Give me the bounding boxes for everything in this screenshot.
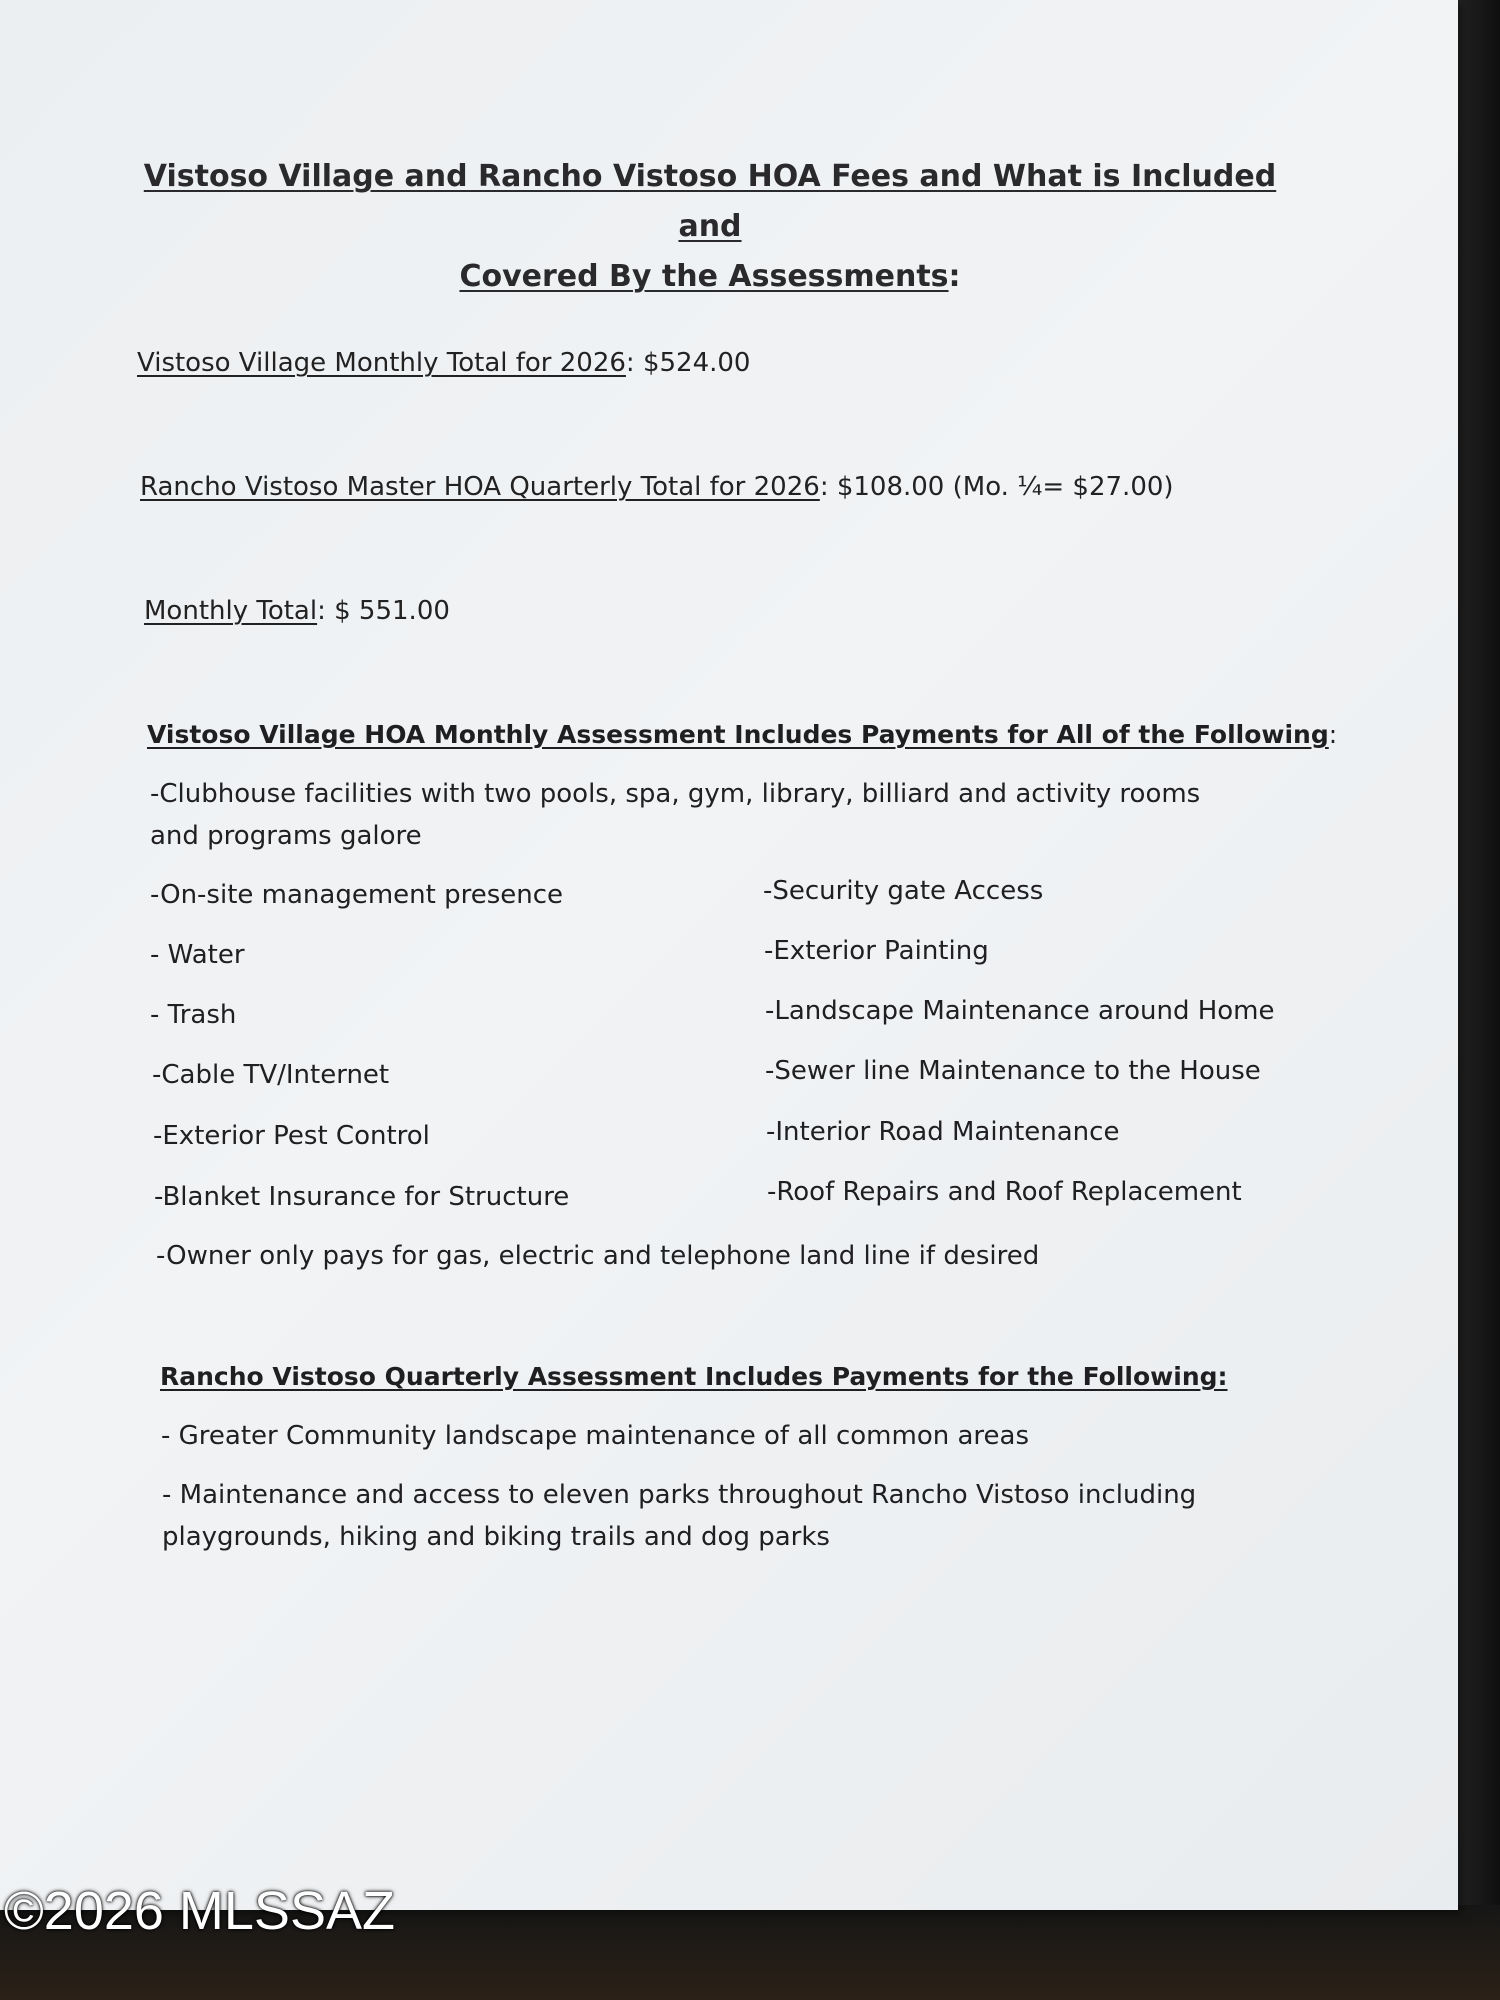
left-item-water: - Water bbox=[150, 940, 245, 970]
title-colon: : bbox=[948, 259, 961, 294]
clubhouse-item: -Clubhouse facilities with two pools, spa, gym, library, billiard and activity rooms and programs galore bbox=[150, 779, 1201, 851]
village-heading-text: Vistoso Village HOA Monthly Assessment Includes Payments for All of the Following bbox=[147, 720, 1329, 749]
rancho-item-landscape: - Greater Community landscape maintenance of all common areas bbox=[161, 1421, 1030, 1451]
page-title bbox=[110, 152, 1310, 302]
fee-label: Rancho Vistoso Master HOA Quarterly Total for 2026 bbox=[140, 472, 820, 502]
fee-monthly-total bbox=[144, 596, 450, 626]
left-item-blanket-insurance: -Blanket Insurance for Structure bbox=[154, 1182, 570, 1212]
right-item-sewer-line: -Sewer line Maintenance to the House bbox=[765, 1056, 1261, 1086]
fee-value: : $ 551.00 bbox=[317, 596, 450, 626]
left-item-cable: -Cable TV/Internet bbox=[152, 1060, 390, 1090]
fee-value: : $524.00 bbox=[625, 348, 751, 378]
left-item-pest-control: -Exterior Pest Control bbox=[153, 1121, 430, 1151]
copyright-watermark: ©2026 MLSSAZ bbox=[4, 1881, 395, 1941]
rancho-heading-text: Rancho Vistoso Quarterly Assessment Includes Payments for the Following: bbox=[160, 1362, 1228, 1391]
fee-value: : $108.00 (Mo. ¼= $27.00) bbox=[819, 472, 1174, 502]
owner-note: -Owner only pays for gas, electric and telephone land line if desired bbox=[156, 1241, 1040, 1271]
village-heading-colon: : bbox=[1328, 720, 1338, 749]
left-item-trash: - Trash bbox=[150, 1000, 237, 1030]
left-item-onsite-management: -On-site management presence bbox=[150, 880, 564, 910]
right-item-security-gate: -Security gate Access bbox=[763, 876, 1044, 906]
fee-label: Vistoso Village Monthly Total for 2026 bbox=[137, 348, 626, 378]
fee-rancho-vistoso bbox=[140, 472, 1174, 502]
rancho-item-parks: - Maintenance and access to eleven parks throughout Rancho Vistoso including playgrounds, hiking and biking trails and dog parks bbox=[162, 1480, 1197, 1552]
title-line-1: Vistoso Village and Rancho Vistoso HOA Fees and What is Included and bbox=[143, 159, 1277, 244]
right-item-exterior-painting: -Exterior Painting bbox=[764, 936, 989, 966]
right-item-landscape-maintenance: -Landscape Maintenance around Home bbox=[765, 996, 1275, 1026]
fee-vistoso-village bbox=[137, 348, 750, 378]
fee-label: Monthly Total bbox=[144, 596, 318, 626]
rancho-section-heading bbox=[160, 1362, 1228, 1391]
village-section-heading bbox=[147, 720, 1337, 749]
right-item-road-maintenance: -Interior Road Maintenance bbox=[766, 1117, 1120, 1147]
title-line-2: Covered By the Assessments bbox=[459, 259, 949, 294]
right-item-roof-repairs: -Roof Repairs and Roof Replacement bbox=[767, 1177, 1242, 1207]
